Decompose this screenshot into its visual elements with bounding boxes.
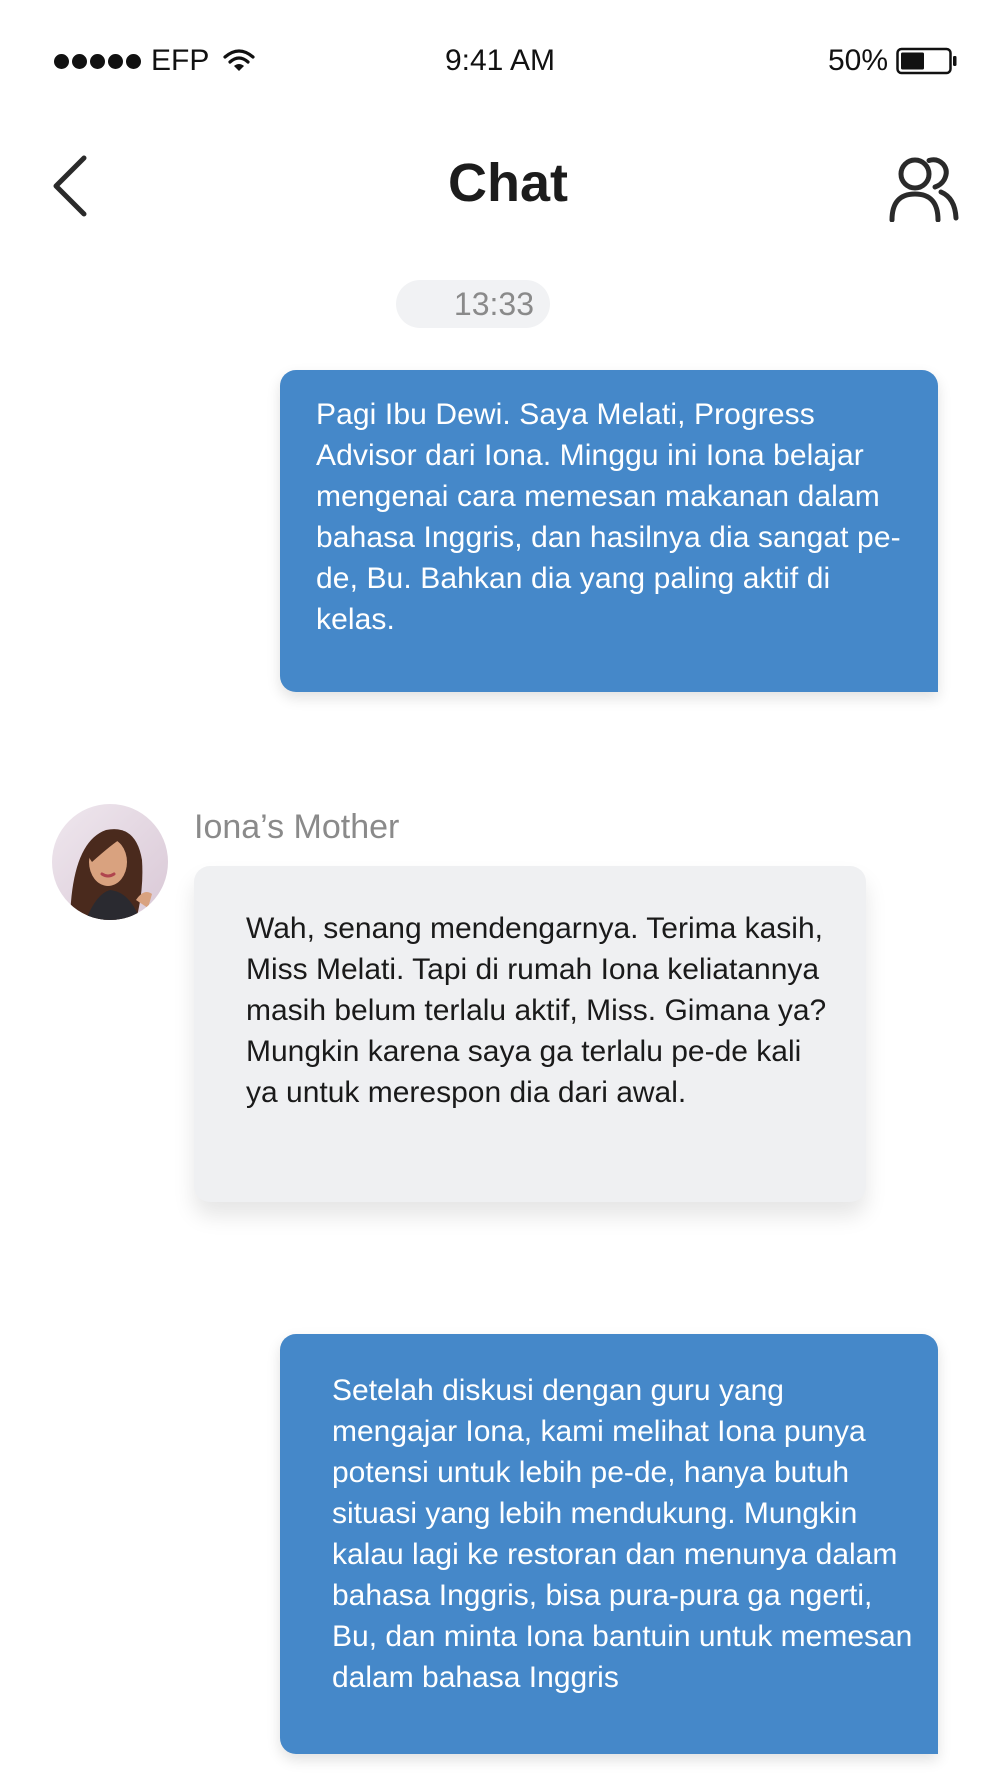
page-title: Chat xyxy=(448,153,568,213)
outgoing-message-bubble[interactable] xyxy=(280,1334,938,1754)
chat-area[interactable] xyxy=(0,250,1000,1738)
avatar-photo-icon xyxy=(52,804,168,920)
outgoing-message-bubble[interactable] xyxy=(280,370,938,692)
status-bar xyxy=(0,0,1000,120)
battery-percent: 50% xyxy=(827,44,888,77)
battery-icon xyxy=(896,46,958,76)
message-text: Pagi Ibu Dewi. Saya Melati, Progress Advisor dari Iona. Minggu ini Iona belajar mengenai cara memesan makanan dalam bahasa Inggris, dan hasilnya dia sangat pe-de, Bu. Bahkan dia yang paling aktif di kelas. xyxy=(316,398,901,636)
carrier-name: EFP xyxy=(151,44,210,77)
nav-bar xyxy=(0,120,1000,250)
status-right xyxy=(828,44,958,78)
status-time: 9:41 AM xyxy=(444,44,556,77)
contacts-button[interactable] xyxy=(884,148,964,228)
message-text: Wah, senang mendengarnya. Terima kasih, Miss Melati. Tapi di rumah Iona keliatannya masih belum terlalu aktif, Miss. Gimana ya? Mungkin karena saya ga terlalu pe-de kali ya untuk merespon dia dari awal. xyxy=(246,912,827,1109)
incoming-message-bubble[interactable] xyxy=(194,866,866,1202)
users-icon xyxy=(889,154,959,222)
message-text: Setelah diskusi dengan guru yang mengajar Iona, kami melihat Iona punya potensi untuk lebih pe-de, hanya butuh situasi yang lebih mendukung. Mungkin kalau lagi ke restoran dan menunya dalam bahasa Inggris, bisa pura-pura ga ngerti, Bu, dan minta Iona bantuin untuk memesan dalam bahasa Inggris xyxy=(332,1374,913,1694)
avatar[interactable] xyxy=(52,804,168,920)
message-timestamp: 13:33 xyxy=(396,280,550,328)
sender-name: Iona’s Mother xyxy=(194,808,400,846)
